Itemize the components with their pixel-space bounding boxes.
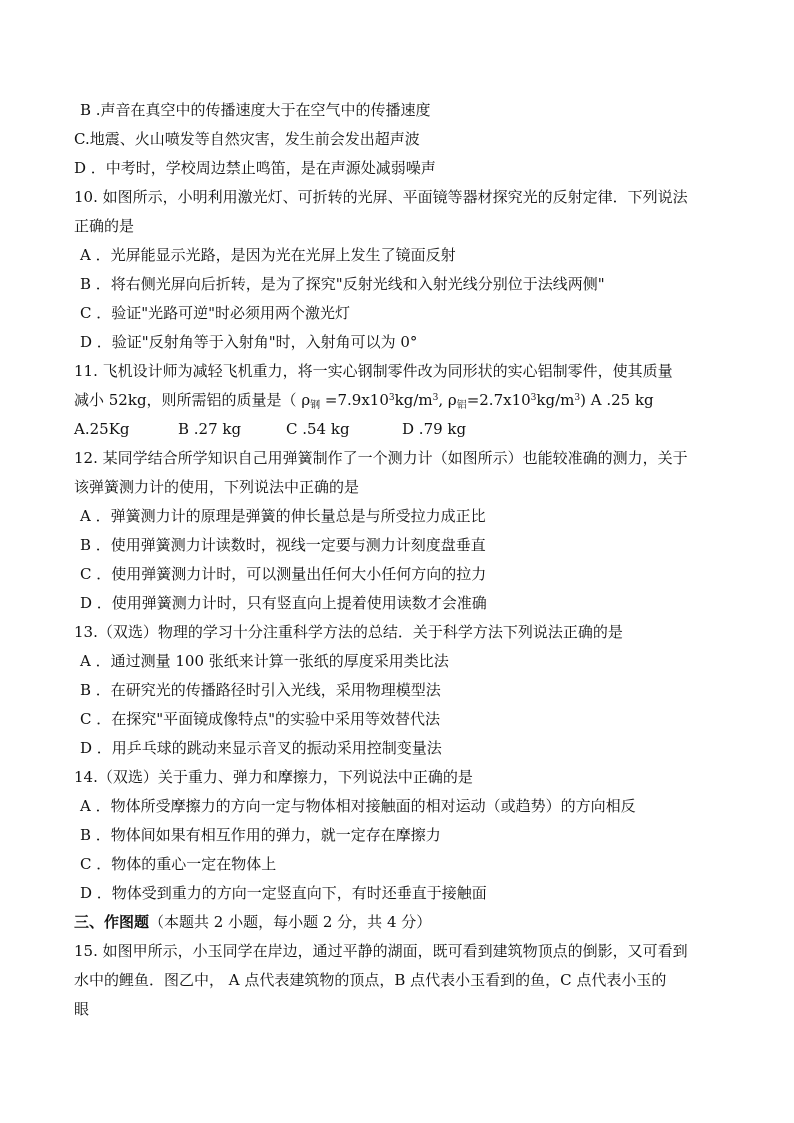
q15-stem-line2: 水中的鲤鱼．图乙中， A 点代表建筑物的顶点，B 点代表小玉看到的鱼，C 点代表小玉的 xyxy=(74,971,667,989)
q12-option-b: B ．使用弹簧测力计读数时，视线一定要与测力计刻度盘垂直 xyxy=(80,536,486,554)
q11-exponent-4: 3 xyxy=(574,393,581,403)
q11-exponent-2: 3 xyxy=(432,393,439,403)
q10-stem-line2: 正确的是 xyxy=(74,217,135,235)
q9-option-c: C.地震、火山喷发等自然灾害，发生前会发出超声波 xyxy=(74,130,420,148)
q11-stem-part-c: kg/m xyxy=(394,391,433,409)
q11-exponent-3: 3 xyxy=(530,393,537,403)
q10-option-c: C ．验证"光路可逆"时必须用两个激光灯 xyxy=(80,304,351,322)
q14-option-c: C ．物体的重心一定在物体上 xyxy=(80,855,277,873)
q12-stem-line1: 12. 某同学结合所学知识自己用弹簧制作了一个测力计（如图所示）也能较准确的测力，关于 xyxy=(74,449,688,467)
q11-stem-line1: 11. 飞机设计师为减轻飞机重力，将一实心钢制零件改为同形状的实心铝制零件，使其质量 xyxy=(74,362,673,380)
q11-choice-c: C .54 kg xyxy=(286,420,350,438)
q11-stem-part-g: ) A .25 kg xyxy=(580,391,654,409)
exam-page xyxy=(74,96,724,1024)
q13-option-d: D ．用乒乓球的跳动来显示音叉的振动采用控制变量法 xyxy=(80,739,442,757)
q10-option-a: A ．光屏能显示光路，是因为光在光屏上发生了镜面反射 xyxy=(80,246,456,264)
q10-stem-line1: 10. 如图所示，小明利用激光灯、可折转的光屏、平面镜等器材探究光的反射定律．下列说法 xyxy=(74,188,688,206)
q14-option-b: B ．物体间如果有相互作用的弹力，就一定存在摩擦力 xyxy=(80,826,441,844)
q13-option-b: B ．在研究光的传播路径时引入光线，采用物理模型法 xyxy=(80,681,441,699)
q12-option-a: A ．弹簧测力计的原理是弹簧的伸长量总是与所受拉力成正比 xyxy=(80,507,486,525)
q11-choices xyxy=(74,415,724,444)
q11-choice-b: B .27 kg xyxy=(178,420,242,438)
q9-option-d: D ．中考时，学校周边禁止鸣笛，是在声源处减弱噪声 xyxy=(74,159,436,177)
q11-stem-part-d: , ρ xyxy=(438,391,457,409)
q13-option-a: A ．通过测量 100 张纸来计算一张纸的厚度采用类比法 xyxy=(80,652,449,670)
q11-stem-line2 xyxy=(74,386,724,415)
section-3-heading xyxy=(74,908,724,937)
q11-exponent-1: 3 xyxy=(388,393,395,403)
q14-option-d: D ．物体受到重力的方向一定竖直向下，有时还垂直于接触面 xyxy=(80,884,487,902)
q12-stem-line2: 该弹簧测力计的使用，下列说法中正确的是 xyxy=(74,478,360,496)
q12-option-d: D ．使用弹簧测力计时，只有竖直向上提着使用读数才会准确 xyxy=(80,594,487,612)
q9-option-b: B .声音在真空中的传播速度大于在空气中的传播速度 xyxy=(80,101,431,119)
q14-option-a: A ．物体所受摩擦力的方向一定与物体相对接触面的相对运动（或趋势）的方向相反 xyxy=(80,797,636,815)
q15-stem-line3: 眼 xyxy=(74,1000,90,1018)
q11-subscript-aluminum: 铝 xyxy=(456,400,467,411)
q11-stem-part-b: =7.9x10 xyxy=(320,391,389,409)
q11-subscript-steel: 钢 xyxy=(310,400,321,411)
q11-stem-part-a: 减小 52kg，则所需铝的质量是（ ρ xyxy=(74,391,311,409)
q11-choice-d: D .79 kg xyxy=(402,420,467,438)
q12-option-c: C ．使用弹簧测力计时，可以测量出任何大小任何方向的拉力 xyxy=(80,565,487,583)
q11-stem-part-f: kg/m xyxy=(536,391,575,409)
q10-option-b: B ．将右侧光屏向后折转，是为了探究"反射光线和入射光线分别位于法线两侧" xyxy=(80,275,605,293)
q11-stem-part-e: =2.7x10 xyxy=(466,391,531,409)
q14-stem: 14.（双选）关于重力、弹力和摩擦力，下列说法中正确的是 xyxy=(74,768,473,786)
section-3-note: （本题共 2 小题，每小题 2 分，共 4 分） xyxy=(149,913,432,931)
q15-stem-line1: 15. 如图甲所示，小玉同学在岸边，通过平静的湖面，既可看到建筑物顶点的倒影，又可看到 xyxy=(74,942,688,960)
q10-option-d: D ．验证"反射角等于入射角"时，入射角可以为 0° xyxy=(80,333,418,351)
section-3-title: 三、作图题 xyxy=(74,913,150,931)
q13-option-c: C ．在探究"平面镜成像特点"的实验中采用等效替代法 xyxy=(80,710,441,728)
q11-choice-a: A.25Kg xyxy=(74,420,130,438)
q13-stem: 13.（双选）物理的学习十分注重科学方法的总结．关于科学方法下列说法正确的是 xyxy=(74,623,623,641)
